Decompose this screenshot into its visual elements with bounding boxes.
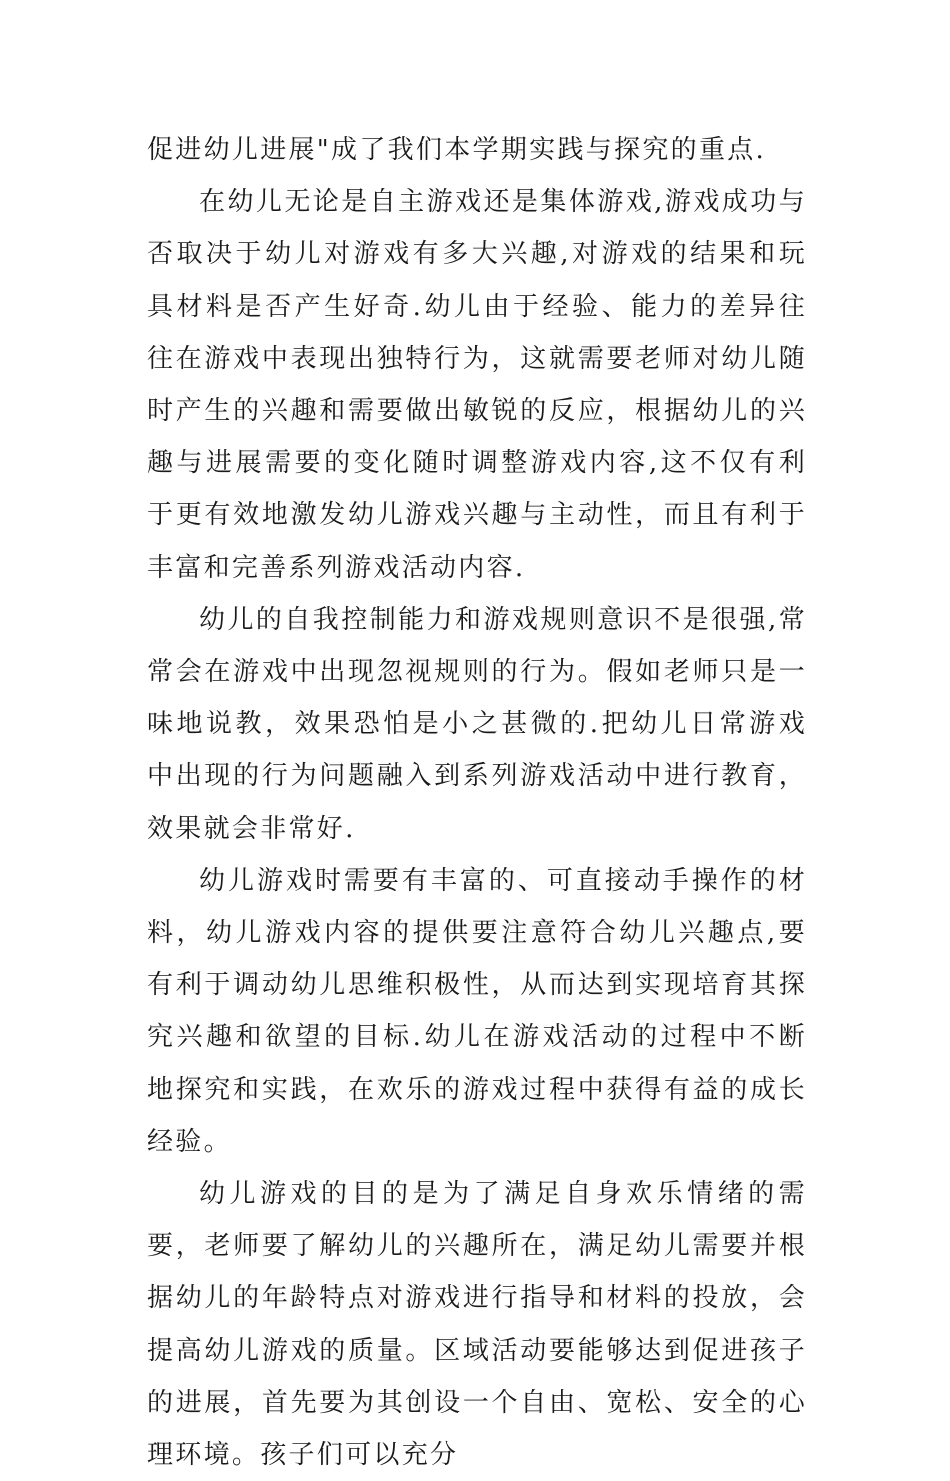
paragraph-4: 幼儿游戏时需要有丰富的、可直接动手操作的材料，幼儿游戏内容的提供要注意符合幼儿兴趣点,要有利于调动幼儿思维积极性，从而达到实现培育其探究兴趣和欲望的目标.幼儿在游戏活动的过程中不断地探究和实践，在欢乐的游戏过程中获得有益的成长经验。 [147,865,807,1157]
document-body [147,124,807,1481]
paragraph-5: 幼儿游戏的目的是为了满足自身欢乐情绪的需要，老师要了解幼儿的兴趣所在，满足幼儿需要并根据幼儿的年龄特点对游戏进行指导和材料的投放，会提高幼儿游戏的质量。区域活动要能够达到促进孩子的进展，首先要为其创设一个自由、宽松、安全的心理环境。孩子们可以充分 [147,1179,807,1471]
paragraph-3: 幼儿的自我控制能力和游戏规则意识不是很强,常常会在游戏中出现忽视规则的行为。假如老师只是一味地说教，效果恐怕是小之甚微的.把幼儿日常游戏中出现的行为问题融入到系列游戏活动中进行教育，效果就会非常好. [147,604,807,844]
paragraph-1: 促进幼儿进展"成了我们本学期实践与探究的重点. [147,135,767,165]
paragraph-2: 在幼儿无论是自主游戏还是集体游戏,游戏成功与否取决于幼儿对游戏有多大兴趣,对游戏的结果和玩具材料是否产生好奇.幼儿由于经验、能力的差异往往在游戏中表现出独特行为，这就需要老师对幼儿随时产生的兴趣和需要做出敏锐的反应，根据幼儿的兴趣与进展需要的变化随时调整游戏内容,这不仅有利于更有效地激发幼儿游戏兴趣与主动性，而且有利于丰富和完善系列游戏活动内容. [147,187,807,583]
